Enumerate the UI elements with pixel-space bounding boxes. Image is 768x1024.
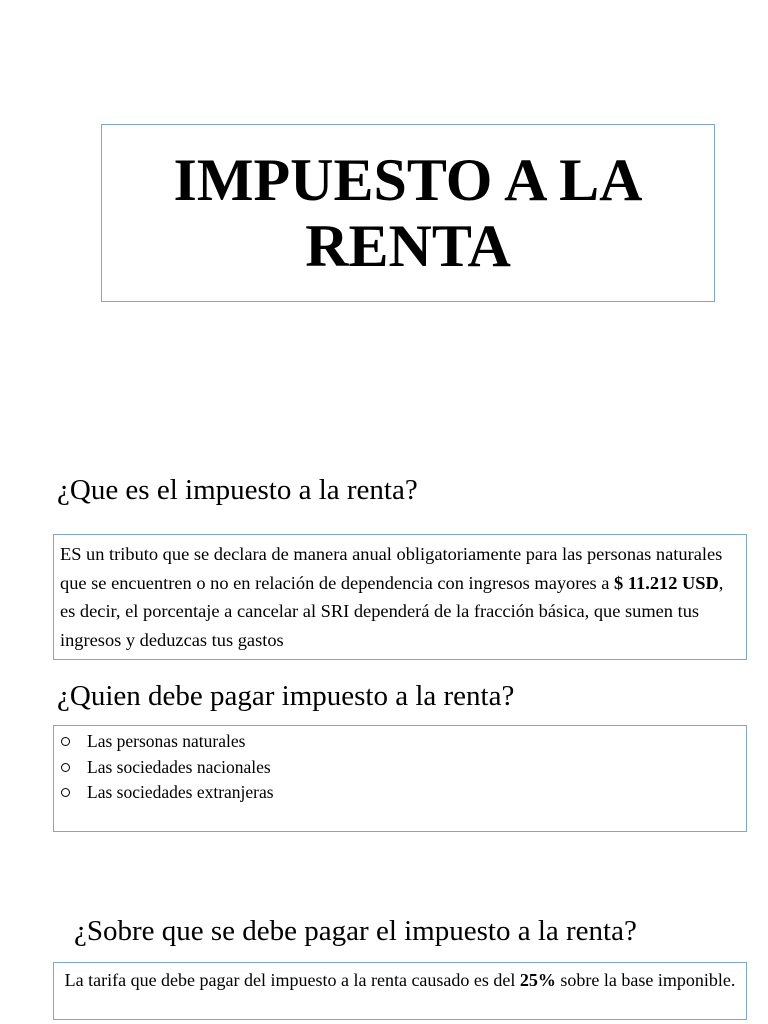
list-item xyxy=(60,729,746,755)
taxpayers-list xyxy=(60,729,746,806)
section-heading-who: ¿Quien debe pagar impuesto a la renta? xyxy=(57,680,515,712)
circle-bullet-icon xyxy=(61,737,70,746)
section-heading-on-what: ¿Sobre que se debe pagar el impuesto a la renta? xyxy=(74,915,637,947)
tax-rate-text-end: sobre la base imponible. xyxy=(555,970,736,990)
list-item-label: Las sociedades nacionales xyxy=(87,756,271,777)
definition-box xyxy=(53,534,747,660)
definition-text-end: , es decir, el porcentaje a cancelar al SRI dependerá de la fracción básica, que sumen tus ingresos y deduzcas tus gastos xyxy=(60,572,724,650)
definition-text xyxy=(60,540,740,654)
section-heading-what: ¿Que es el impuesto a la renta? xyxy=(57,474,418,506)
circle-bullet-icon xyxy=(61,788,70,797)
definition-text-start: ES un tributo que se declara de manera anual obligatoriamente para las personas naturales que se encuentren o no en relación de dependencia con ingresos mayores a xyxy=(60,544,723,593)
title-box xyxy=(101,124,715,302)
document-title: IMPUESTO A LA RENTA xyxy=(173,147,643,279)
tax-rate-text-start: La tarifa que debe pagar del impuesto a la renta causado es del xyxy=(64,970,520,990)
list-item-label: Las personas naturales xyxy=(87,731,246,751)
circle-bullet-icon xyxy=(61,763,70,772)
list-item xyxy=(60,780,746,806)
taxpayers-box xyxy=(53,725,747,832)
list-item xyxy=(60,755,746,781)
tax-rate-value: 25% xyxy=(519,970,556,990)
tax-rate-text xyxy=(62,967,738,993)
tax-rate-box xyxy=(53,962,747,1020)
income-threshold: $ 11.212 USD xyxy=(614,572,719,593)
list-item-label: Las sociedades extranjeras xyxy=(87,782,274,802)
